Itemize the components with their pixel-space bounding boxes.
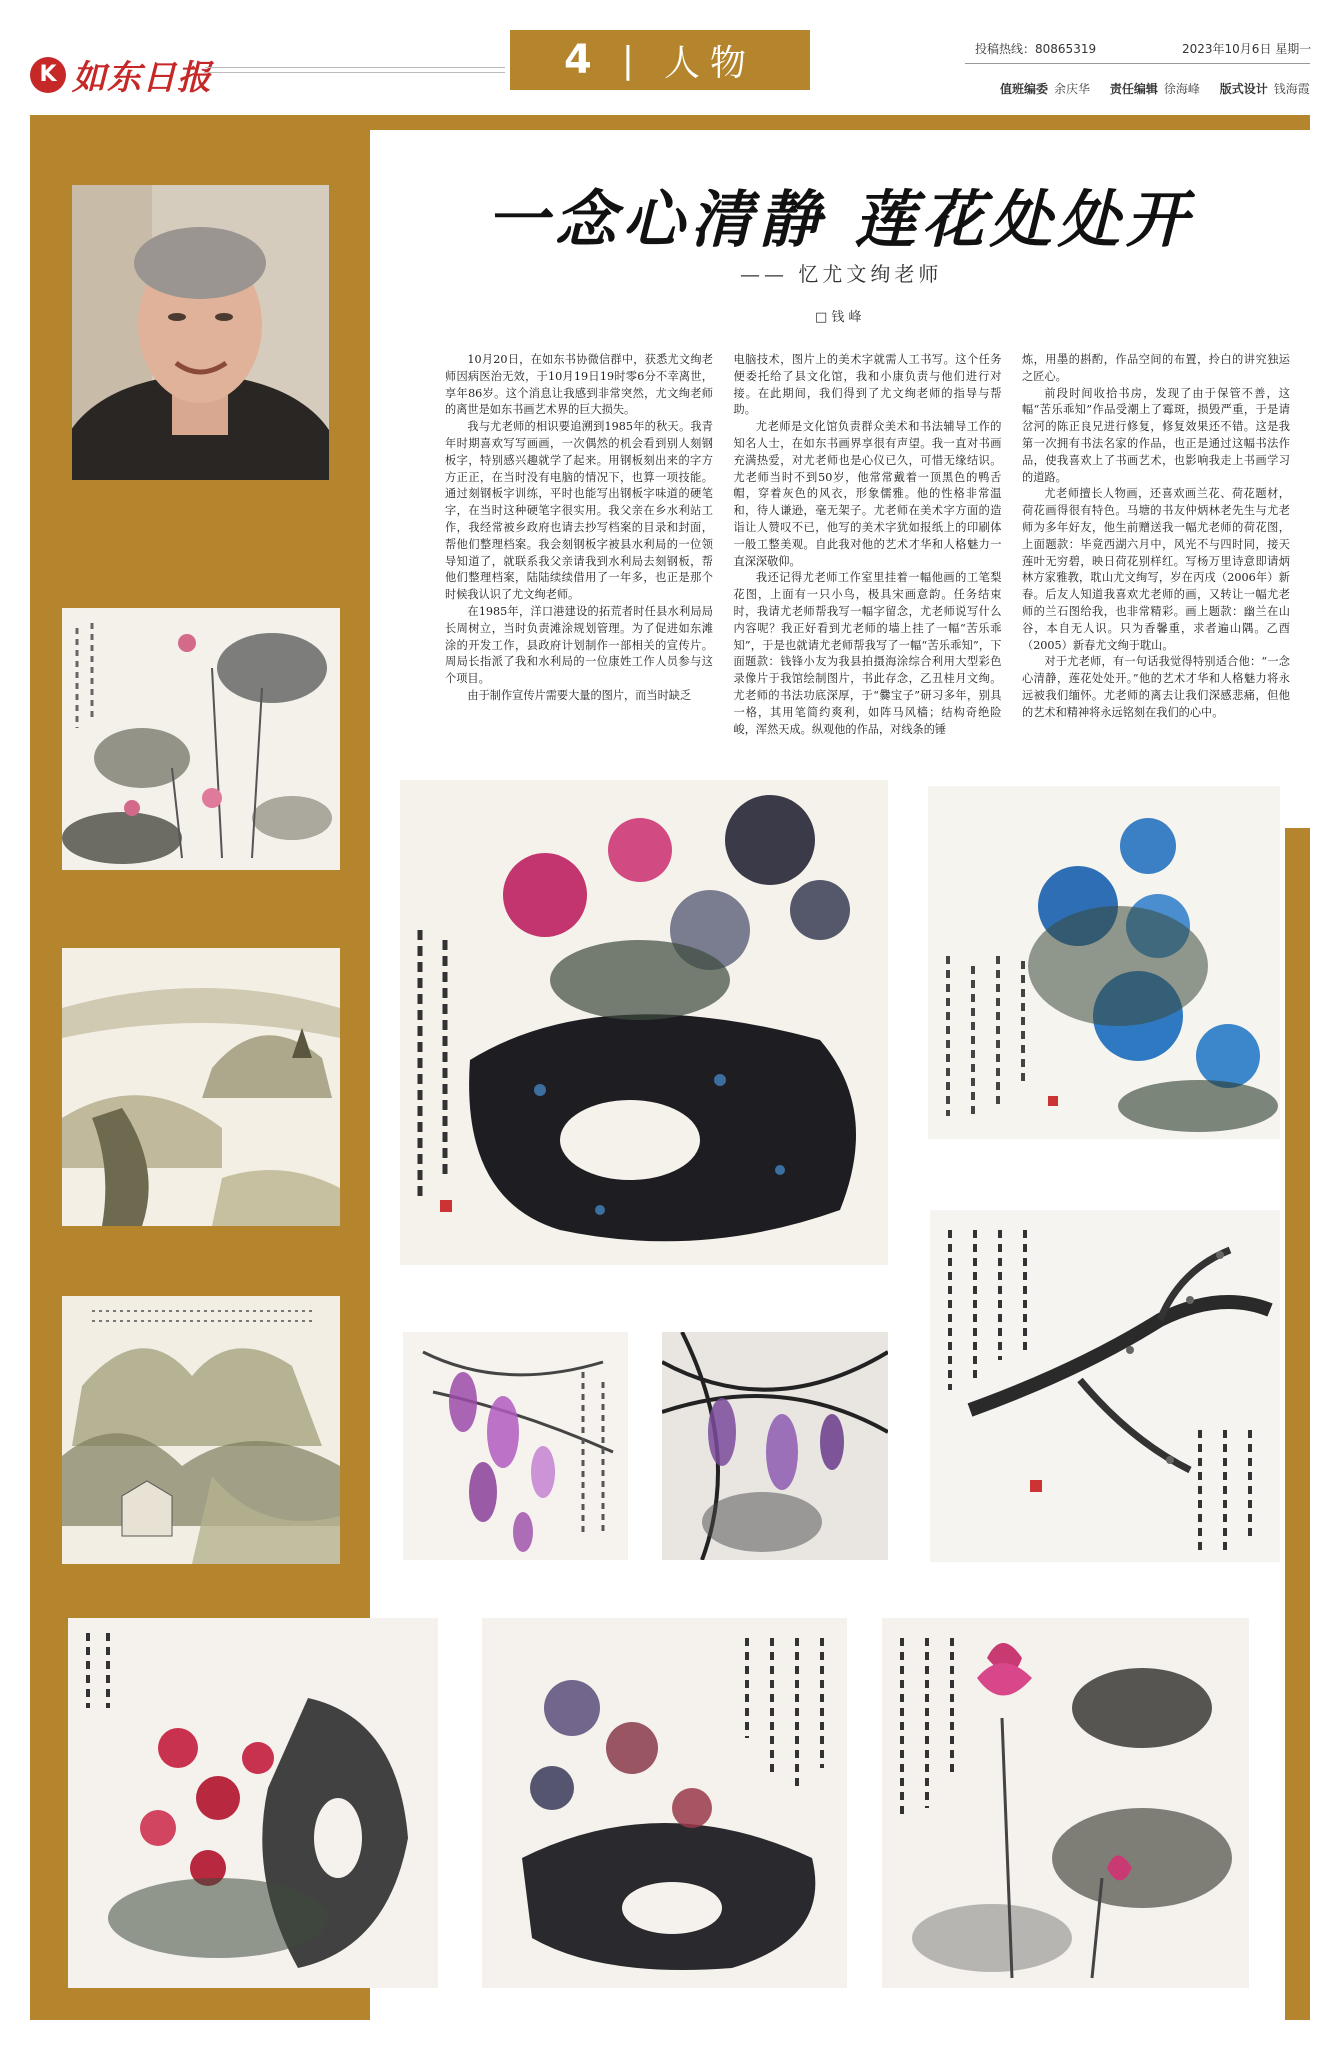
dark-wisteria-image <box>662 1332 888 1560</box>
hotline-number: 80865319 <box>1035 42 1097 56</box>
hotline-label: 投稿热线： <box>975 42 1036 56</box>
painting-red-flowers-rock <box>68 1618 438 1988</box>
article-column-2 <box>734 352 1002 738</box>
portrait-image <box>72 185 329 480</box>
red-flowers-rock-image <box>68 1618 438 1988</box>
headline: 一念心清静 莲花处处开 <box>486 183 1194 256</box>
article-column-3 <box>1022 352 1290 738</box>
designer-label: 版式设计 <box>1219 82 1268 96</box>
chief-editor-label: 责任编辑 <box>1109 82 1158 96</box>
article <box>370 130 1310 770</box>
paragraph: 由于制作宣传片需要大量的图片，而当时缺乏 <box>467 688 692 702</box>
painting-peony-rock <box>400 780 888 1265</box>
article-column-1 <box>445 352 713 738</box>
painting-mountain-landscape <box>62 1296 340 1564</box>
painting-lotus-ink <box>882 1618 1249 1988</box>
paragraph: 我与尤老师的相识要追溯到1985年的秋天。我青年时期喜欢写写画画，一次偶然的机会看到别人刻钢板字，特别感兴趣就学了起来。用钢板刻出来的字方方正正，在当时没有电脑的情况下，也算一项技能。通过刻钢板字训练，平时也能写出钢板字味道的硬笔字，在当时这种硬笔字很实用。我父亲在乡水利站工作，我经常被乡政府也请去抄写档案的目录和封面，帮他们整理档案。我会刻钢板字被县水利局的一位领导知道了，就联系我父亲请我到水利局去刻钢板，帮他们整理档案，陆陆续续借用了一年多，也正是那个时候我认识了尤文绚老师。 <box>445 420 713 602</box>
designer-name: 钱海霞 <box>1273 82 1310 96</box>
paragraph: 对于尤老师，有一句话我觉得特别适合他：“一念心清静，莲花处处开。”他的艺术才华和人格魅力将永远被我们缅怀。尤老师的离去让我们深感悲痛，但他的艺术和精神将永远铭刻在我们的心中。 <box>1022 655 1290 719</box>
editor-credits <box>1000 80 1310 97</box>
page-section-banner <box>510 30 810 90</box>
painting-plum-blossom <box>930 1210 1280 1562</box>
blue-peony-image <box>928 786 1280 1139</box>
paragraph: 尤老师是文化馆负责群众美术和书法辅导工作的知名人士，在如东书画界享很有声望。我一直对书画充满热爱，对尤老师也是心仪已久，可惜无缘结识。尤老师当时不到50岁，他常常戴着一顶黑色的鸭舌帽，穿着灰色的风衣，形象儒雅。他的性格非常温和，待人谦逊，毫无架子。尤老师在美术字方面的造诣让人赞叹不已，他写的美术字犹如报纸上的印刷体一般工整美观。自此我对他的艺术才华和人格魅力一直深深敬仰。 <box>733 420 1002 568</box>
portrait-photo <box>72 185 329 480</box>
logo-mark-icon: K <box>30 57 66 93</box>
divider <box>205 72 505 73</box>
painting-chrysanthemum-rock <box>482 1618 847 1988</box>
section-name: 人物 <box>663 42 756 84</box>
paragraph: 尤老师擅长人物画，还喜欢画兰花、荷花题材，荷花画得很有特色。马塘的书友仲炳林老先生与尤老师为多年好友，他生前赠送我一幅尤老师的荷花图，上面题款：毕竟西湖六月中，风光不与四时同，接天莲叶无穷碧，映日荷花别样红。写杨万里诗意即请炳林方家雅教，耽山尤文绚写，岁在丙戌（2006年）新春。后友人知道我喜欢尤老师的画，又转让一幅尤老师的兰石图给我，也非常精彩。画上题款：幽兰在山谷，本自无人识。只为香馨重，求者遍山隅。乙酉（2005）新春尤文绚于耽山。 <box>1022 487 1290 652</box>
newspaper-logo[interactable] <box>30 50 212 99</box>
duty-editor-name: 余庆华 <box>1054 82 1091 96</box>
plum-blossom-image <box>930 1210 1280 1562</box>
divider <box>965 63 1310 64</box>
divider <box>205 67 505 68</box>
paragraph: 电脑技术，图片上的美术字就需人工书写。这个任务便委托给了县文化馆，我和小康负责与他们进行对接。在此期间，我们得到了尤文绚老师的指导与帮助。 <box>733 353 1002 417</box>
page-number: 4 <box>564 37 592 83</box>
painting-snow-landscape <box>62 948 340 1226</box>
painting-dark-wisteria <box>662 1332 888 1560</box>
mountain-landscape-image <box>62 1296 340 1564</box>
masthead <box>0 0 1339 115</box>
newspaper-name: 如东日报 <box>72 58 212 98</box>
snow-landscape-image <box>62 948 340 1226</box>
lotus-ink-image <box>882 1618 1249 1988</box>
duty-editor-label: 值班编委 <box>1000 82 1049 96</box>
paragraph: 在1985年，洋口港建设的拓荒者时任县水利局局长周树立，当时负责滩涂规划管理。为了促进如东滩涂的开发工作，县政府计划制作一部相关的宣传片。周局长指派了我和水利局的一位康姓工作人员参与这个项目。 <box>445 604 713 686</box>
paragraph: 炼，用墨的斟酌，作品空间的布置，拎白的讲究独运之匠心。 <box>1022 353 1290 383</box>
purple-wisteria-image <box>403 1332 628 1560</box>
hotline <box>975 40 1096 57</box>
issue-date: 2023年10月6日 星期一 <box>1182 42 1312 56</box>
painting-purple-wisteria <box>403 1332 628 1560</box>
article-body <box>445 352 1290 738</box>
byline: □ 钱 峰 <box>815 310 862 325</box>
gold-frame-right <box>1285 828 1310 2020</box>
banner-separator: | <box>621 39 634 81</box>
lotus-painting-image <box>62 608 340 870</box>
chrysanthemum-rock-image <box>482 1618 847 1988</box>
subtitle: —— 忆尤文绚老师 <box>740 262 943 286</box>
paragraph: 我还记得尤老师工作室里挂着一幅他画的工笔梨花图，上面有一只小鸟，极具宋画意韵。任务结束时，我请尤老师帮我写一幅字留念，尤老师说写什么内容呢？我正好看到尤老师的墙上挂了一幅“苦乐乖知”，于是也就请尤老师帮我写了一幅“苦乐乖知”，下面题款：钱锋小友为我县拍摄海涂综合利用大型彩色录像片于我馆绘制图片，书此存念，乙丑桂月文绚。尤老师的书法功底深厚，于“爨宝子”研习多年，别具一格，其用笔简约爽利，如阵马风樯；结构奇绝险峻，浑然天成。纵观他的作品，对线条的锤 <box>733 571 1002 736</box>
painting-blue-peony <box>928 786 1280 1139</box>
paragraph: 10月20日，在如东书协微信群中，获悉尤文绚老师因病医治无效，于10月19日19时零6分不幸离世，享年86岁。这个消息让我感到非常突然，尤文绚老师的离世是如东书画艺术界的巨大损失。 <box>445 353 713 417</box>
paragraph: 前段时间收拾书房，发现了由于保管不善，这幅“苦乐乖知”作品受潮上了霉斑，损毁严重，于是请岔河的陈正良兄进行修复，修复效果还不错。这是我第一次拥有书法名家的作品，也正是通过这幅书法作品，使我喜欢上了书画艺术，也影响我走上书画学习的道路。 <box>1022 386 1290 484</box>
chief-editor-name: 徐海峰 <box>1163 82 1200 96</box>
painting-lotus <box>62 608 340 870</box>
peony-rock-image <box>400 780 888 1265</box>
